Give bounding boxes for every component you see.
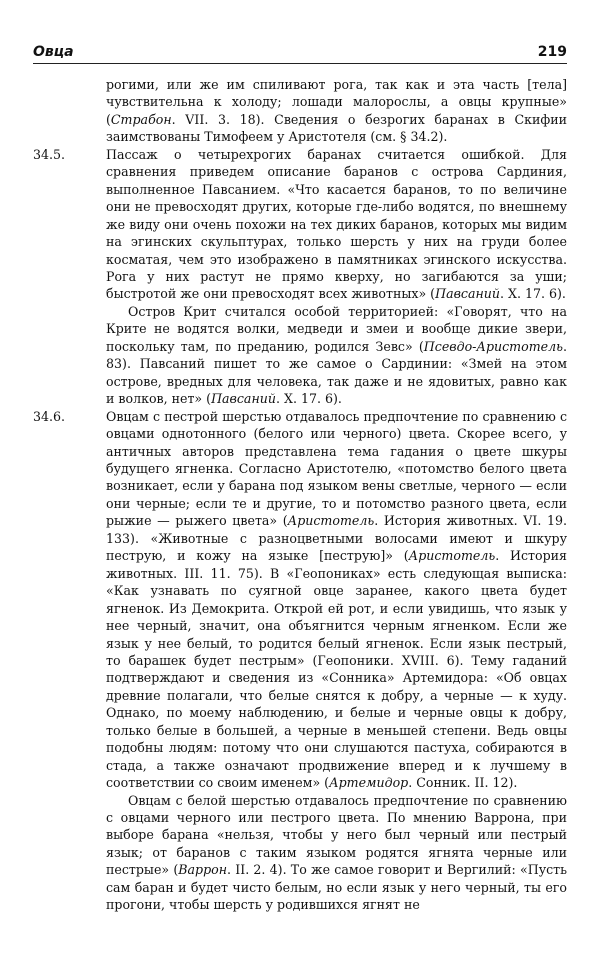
paragraph — [33, 76, 567, 146]
text-run: . X. 17. 6). — [500, 286, 566, 302]
numbered-paragraph — [33, 408, 567, 792]
source-citation: Аристотель — [408, 548, 496, 564]
text-run: Остров Крит считался особой территорией: «Говорят, что на Крите не водятся волки, медведи и змеи и вообще дикие звери, поскольку там, по преданию, родился Зевс» ( — [106, 303, 567, 354]
text-run: . II. 2. 4). То же самое говорит и Вергилий: «Пусть сам баран и будет чисто белым, но если язык у него черный, ты его прогони, чтобы шерсть у родившихся ягнят не — [106, 862, 567, 913]
text-run: Овцам с белой шерстью отдавалось предпочтение по сравнению с овцами черного или пестрого цвета. По мнению Варрона, при выборе барана «нельзя, чтобы у него был черный или пестрый язык; от баранов с таким языком родятся ягнята черные или пестрые» ( — [106, 792, 567, 878]
body-text — [33, 76, 567, 914]
text-run: . История животных. VI. 19. 133). «Животные с разноцветными волосами имеют и шкуру пеструю, и кожу на языке [пеструю]» ( — [106, 513, 567, 564]
source-citation: Артемидор — [329, 775, 409, 791]
running-title: Овца — [33, 44, 74, 60]
text-run: . История животных. III. 11. 75). В «Геопониках» есть следующая выписка: «Как узнавать по суягной овце заранее, какого цвета будет ягненок. Из Демокрита. Открой ей рот, и если увидишь, что язык у нее черный, значит, она объягнится черным ягненком. Если же язык у нее белый, то родится белый ягненок. Если язык пестрый, то барашек будет пестрым» (Геопоники. XVIII. 6). Тему гаданий подтверждают и сведения из «Сонника» Артемидора: «Об овцах древние полагали, что белые снятся к добру, а черные — к худу. Однако, по моему наблюдению, и белые и черные овцы к добру, только белые в большей, а черные в меньшей степени. Ведь овцы подобны людям: потому что они слушаются пастуха, собираются в стада, а также означают продвижение вперед и к лучшему в соответствии со своим именем» ( — [106, 548, 567, 791]
numbered-paragraph — [33, 146, 567, 303]
text-run: . Сонник. II. 12). — [408, 775, 518, 791]
text-run: Овцам с пестрой шерстью отдавалось предпочтение по сравнению с овцами однотонного (белого или черного) цвета. Скорее всего, у античных авторов представлена тема гадания о цвете шкуры будущего ягненка. Согласно Аристотелю, «потомство белого цвета возникает, если у барана под языком вены светлые, черного — если они черные; если те и другие, то и потомство разного цвета, если рыжие — рыжего цвета» ( — [106, 408, 567, 529]
header-rule — [33, 63, 567, 64]
paragraph-number: 34.6. — [33, 408, 66, 424]
page-number: 219 — [537, 44, 567, 60]
text-run: Пассаж о четырехрогих баранах считается ошибкой. Для сравнения приведем описание баранов с острова Сардиния, выполненное Павсанием. «Что касается баранов, то по величине они не превосходят других, которые где-либо водятся, по внешнему же виду они очень похожи на тех диких баранов, которых мы видим на эгинских скульптурах, только шерсть у них на груди более косматая, чем это изображено в памятниках эгинского искусства. Рога у них растут не прямо кверху, но загибаются за уши; быстротой же они превосходят всех животных» ( — [106, 146, 567, 302]
source-citation: Павсаний — [435, 286, 500, 302]
source-citation: Павсаний — [211, 391, 276, 407]
paragraph — [33, 792, 567, 914]
text-run: рогими, или же им спиливают рога, так как и эта часть [тела] чувствительна к холоду; лошади малорослы, а овцы крупные» ( — [106, 77, 567, 127]
paragraph-number: 34.5. — [33, 146, 66, 162]
text-run: . 83). Павсаний пишет то же самое о Сардинии: «Змей на этом острове, вредных для человека, так даже и не ядовитых, равно как и волков, нет» ( — [106, 338, 567, 407]
source-citation: Варрон — [178, 862, 228, 878]
text-run: . VII. 3. 18). Сведения о безрогих баранах в Скифии заимствованы Тимофеем у Аристотеля (см. § 34.2). — [106, 111, 567, 145]
paragraph — [33, 303, 567, 408]
source-citation: Аристотель — [287, 513, 375, 529]
text-run: . X. 17. 6). — [275, 391, 342, 407]
source-citation: Псевдо-Аристотель — [423, 338, 563, 354]
source-citation: Страбон — [110, 111, 172, 127]
running-header — [33, 44, 567, 64]
